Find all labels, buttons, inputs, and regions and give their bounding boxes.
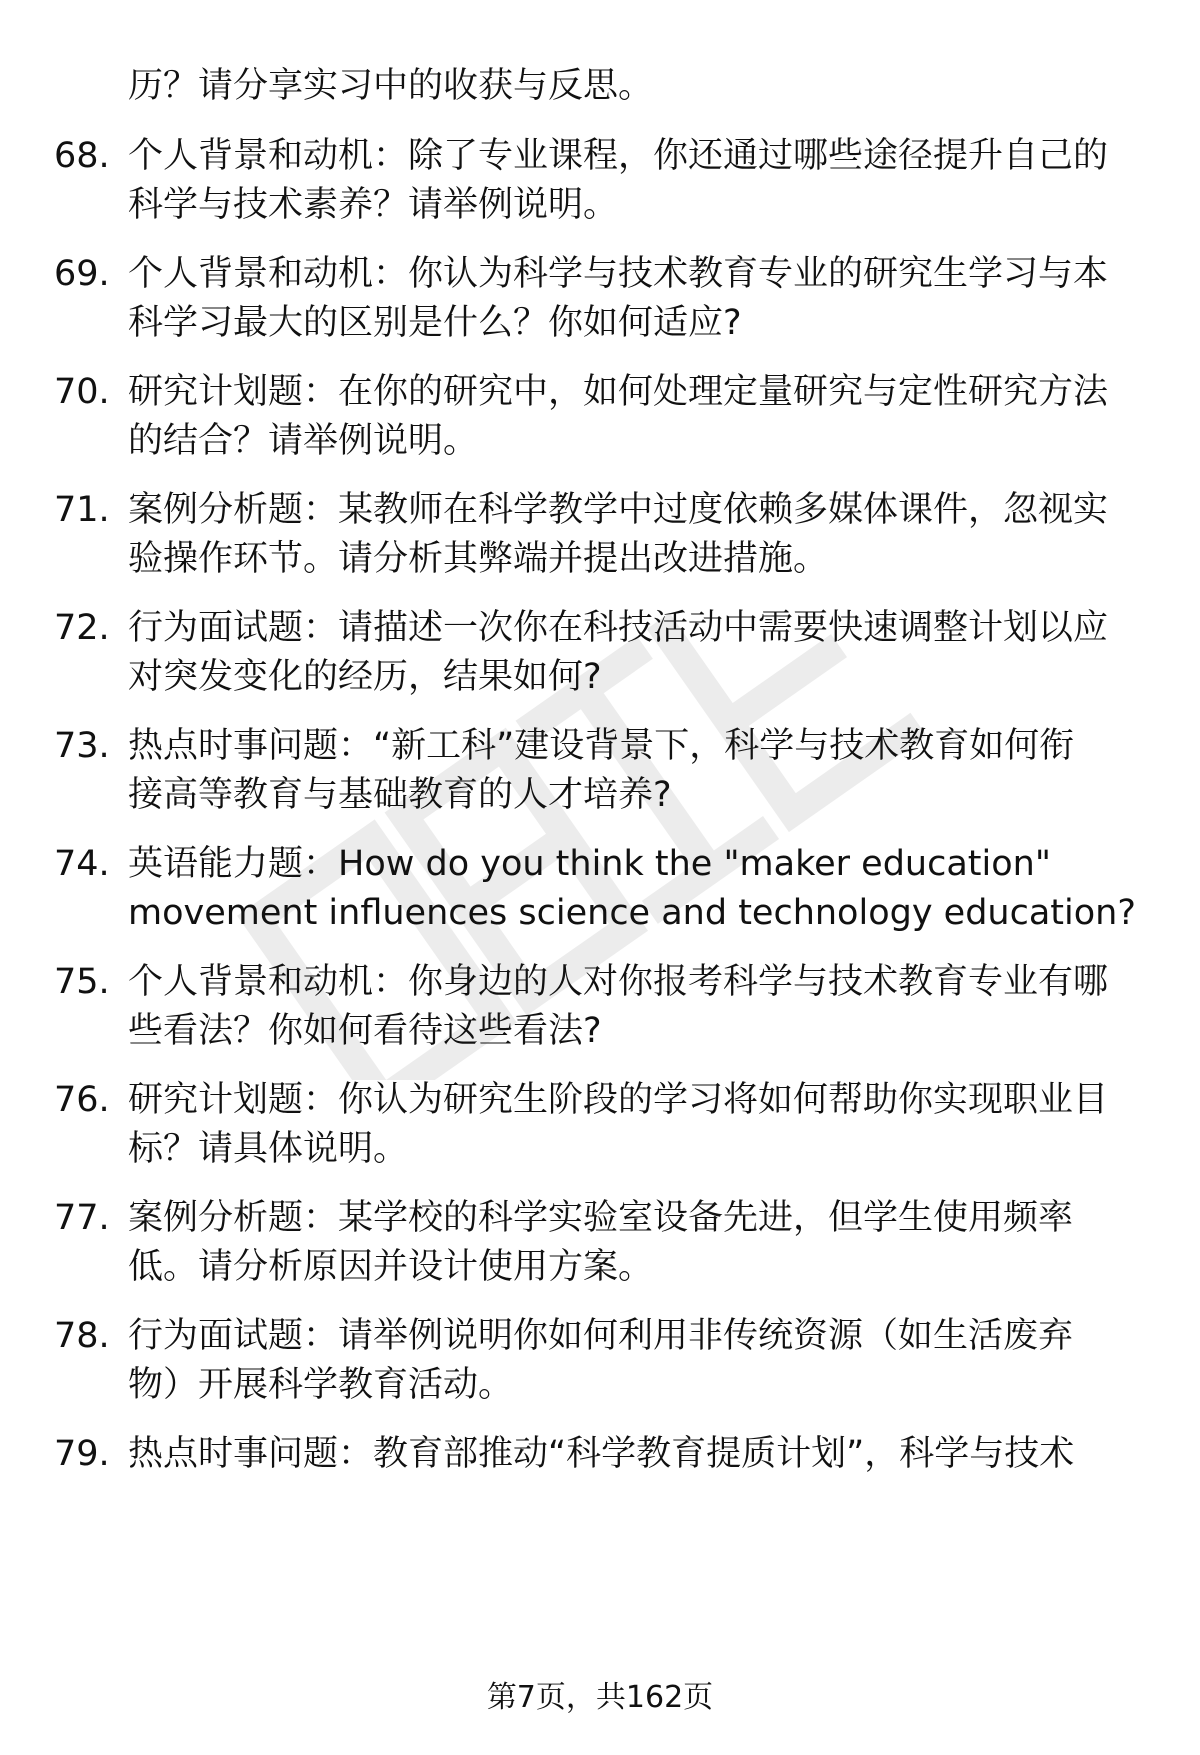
question-number: 68. (54, 136, 110, 176)
question-text-line1: 行为面试题：请描述一次你在科技活动中需要快速调整计划以应 (128, 608, 1109, 648)
question-text-line2: 接高等教育与基础教育的人才培养? (128, 775, 672, 815)
question-text-line1: 热点时事问题：教育部推动“科学教育提质计划”，科学与技术 (128, 1434, 1075, 1474)
question-text-line2: 物）开展科学教育活动。 (128, 1365, 514, 1405)
question-number: 79. (54, 1434, 110, 1474)
question-text-line1: 英语能力题：How do you think the "maker education" (128, 844, 1051, 884)
question-text-line1: 个人背景和动机：你认为科学与技术教育专业的研究生学习与本 (128, 254, 1109, 294)
question-text-line1: 个人背景和动机：除了专业课程，你还通过哪些途径提升自己的 (128, 136, 1109, 176)
question-number: 69. (54, 254, 110, 294)
question-text-line2: 些看法？你如何看待这些看法? (128, 1011, 602, 1051)
question-text-line1: 研究计划题：在你的研究中，如何处理定量研究与定性研究方法 (128, 372, 1109, 412)
question-text-line1: 案例分析题：某学校的科学实验室设备先进，但学生使用频率 (128, 1198, 1074, 1238)
question-number: 71. (54, 490, 110, 530)
question-number: 70. (54, 372, 110, 412)
question-text-line2: 低。请分析原因并设计使用方案。 (128, 1247, 654, 1287)
continued-question-text: 历？请分享实习中的收获与反思。 (128, 66, 654, 106)
question-text-line1: 热点时事问题：“新工科”建设背景下，科学与技术教育如何衔 (128, 726, 1075, 766)
question-number: 78. (54, 1316, 110, 1356)
question-text-line2: 科学习最大的区别是什么？你如何适应? (128, 303, 742, 343)
question-text-line2: 的结合？请举例说明。 (128, 421, 479, 461)
question-number: 77. (54, 1198, 110, 1238)
question-text-line2: movement influences science and technology education? (128, 893, 1136, 933)
question-text-line2: 标？请具体说明。 (128, 1129, 409, 1169)
question-number: 74. (54, 844, 110, 884)
question-text-line2: 科学与技术素养？请举例说明。 (128, 185, 619, 225)
question-number: 73. (54, 726, 110, 766)
question-text-line1: 行为面试题：请举例说明你如何利用非传统资源（如生活废弃 (128, 1316, 1074, 1356)
question-text-line1: 个人背景和动机：你身边的人对你报考科学与技术教育专业有哪 (128, 962, 1109, 1002)
page-number-footer: 第7页，共162页 (486, 1680, 714, 1715)
question-number: 75. (54, 962, 110, 1002)
question-text-line2: 对突发变化的经历，结果如何? (128, 657, 602, 697)
question-number: 72. (54, 608, 110, 648)
question-text-line2: 验操作环节。请分析其弊端并提出改进措施。 (128, 539, 829, 579)
question-text-line1: 案例分析题：某教师在科学教学中过度依赖多媒体课件，忽视实 (128, 490, 1109, 530)
question-number: 76. (54, 1080, 110, 1120)
question-text-line1: 研究计划题：你认为研究生阶段的学习将如何帮助你实现职业目 (128, 1080, 1109, 1120)
